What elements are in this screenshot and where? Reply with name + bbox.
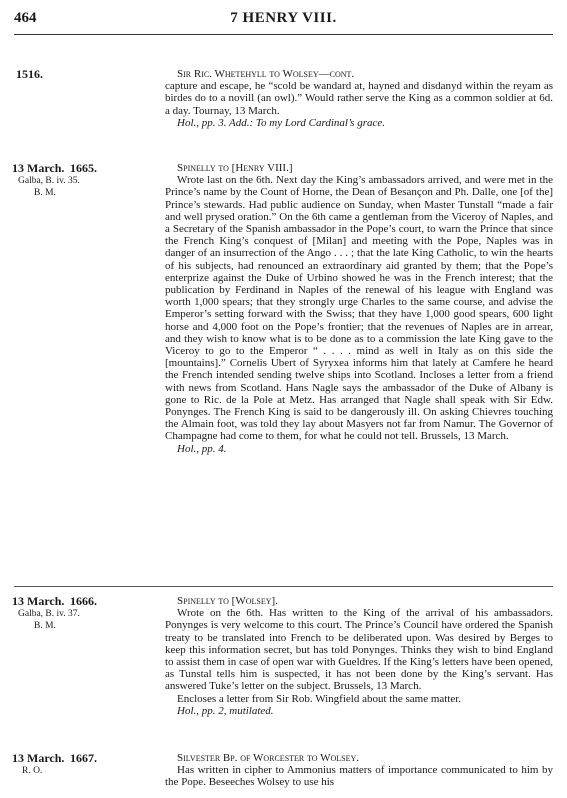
entry-margin: [12, 68, 152, 80]
entry-date: 13 March.: [12, 751, 65, 765]
running-head: 7 HENRY VIII.: [230, 10, 337, 26]
entry-source: R. O.: [22, 766, 43, 776]
entry-text: Has written in cipher to Ammonius matters of importance communicated to him by the Pope. Beseeches Wolsey to use his: [165, 764, 553, 789]
entry-body: [165, 68, 553, 129]
section-divider: [14, 586, 553, 587]
entry-number: 1665.: [69, 161, 97, 175]
entry-number: 1667.: [69, 751, 97, 765]
entry-ref: Galba, B. iv. 37.: [18, 609, 80, 619]
entry-hol: Hol., pp. 2, mutilated.: [177, 704, 274, 717]
entry-date: 13 March.: [12, 594, 65, 608]
entry-body: [165, 595, 553, 717]
entry-margin: [12, 752, 152, 777]
entry-source: B. M.: [34, 621, 56, 631]
page-number: 464: [14, 10, 37, 26]
page-header: [14, 10, 553, 32]
entry-body: [165, 162, 553, 455]
entry-text: Wrote last on the 6th. Next day the King’s ambassadors arrived, and were met in the Prince’s name by the Count of Horne, the Dean of Besançon and Ph. Dalle, one [of the] Prince’s stewards. Had public audience on Sunday, when Master Tunstall “made a fair and well prysed oration.” On the 6th came a gentleman from the Viceroy of Naples, and a Secretary of the Spanish ambassador in the Pope’s court, to warn the Prince that since the French King’s conquest of [Milan] and meeting with the Pope, Naples was in danger of an insurrection of the Ango . . . ; that the late King Catholic, to win the hearts of his subjects, had renounced an extraordinary aid granted by them; that the Pope’s enterprize against the Duke of Urbino showed he was in the French interest; that the publication by Ferdinand in Naples of the renewal of his league with England was worth 1,000 spears; that they strongly urge Charles to the same course, and advise the Emperor’s setting forward with the Swiss; that they have 1,000 good spears, 600 light horse and 4,000 foot on the Pope’s frontier; that the revenues of Naples are in arrear, and they wish to know what is to be done as to a commission the late King gave to the Viceroy to go to the Emperor “ . . . . mind as well in Italy as on this side the [mountains].” Cornelis Ubert of Syryxea informs him that lately at Camfere he heard the French intended sending twelve ships into Scotland. Incloses a letter from a friend with news from Scotland. Hans Nagle says the ambassador of the Duke of Albany is gone to Ric. de la Pole at Metz. Has arranged that Nagle shall speak with Sir Edw. Ponynges. The French King is said to be dangerously ill. On asking Chievres touching the Almain foot, was told they lay about Masyers not far from Namur. The Governor of Champagne had come to them, for what he could not tell. Brussels, 13 March.: [165, 174, 553, 443]
entry-hol: Hol., pp. 4.: [177, 442, 227, 455]
entry-ref: Galba, B. iv. 35.: [18, 176, 80, 186]
entry-title: Sir Ric. Whetehyll to Wolsey—cont.: [177, 68, 355, 80]
entry-body: [165, 752, 553, 789]
entry-text: capture and escape, he “scold be wandard at, hayned and disdanyd within the reyam as birdes do to a novill (an owl).” Would rather serve the King as a common soldier at 6d. a day. Tournay, 13 March.: [165, 80, 553, 117]
entry-date: 13 March.: [12, 161, 65, 175]
entry-title: Spinelly to [Wolsey].: [177, 595, 278, 607]
entry-margin: [12, 595, 152, 632]
entry-title: Spinelly to [Henry VIII.]: [177, 162, 293, 174]
entry-hol: Hol., pp. 3. Add.: To my Lord Cardinal’s grace.: [177, 116, 386, 129]
entry-year: 1516.: [16, 67, 43, 81]
entry-title: Silvester Bp. of Worcester to Wolsey.: [177, 752, 359, 764]
entry-text-2: Encloses a letter from Sir Rob. Wingfield about the same matter.: [177, 692, 462, 705]
entry-text: Wrote on the 6th. Has written to the King of the arrival of his ambassadors. Ponynges is very welcome to this court. The Prince’s Council have ordered the Spanish treaty to be translated into French to be deliberated upon. Was desired by Berges to keep this information secret, but has told Ponynges. Thinks they wish to bind England to assist them in case of open war with Gueldres. If the King’s letters have been opened, as Tunstal tells him is suspected, it has not been done by the King’s servant. Has answered Tuke’s letter on the subject. Brussels, 13 March.: [165, 607, 553, 693]
entry-source: B. M.: [34, 188, 56, 198]
entry-number: 1666.: [69, 594, 97, 608]
entry-margin: [12, 162, 152, 199]
header-rule: [14, 34, 553, 35]
